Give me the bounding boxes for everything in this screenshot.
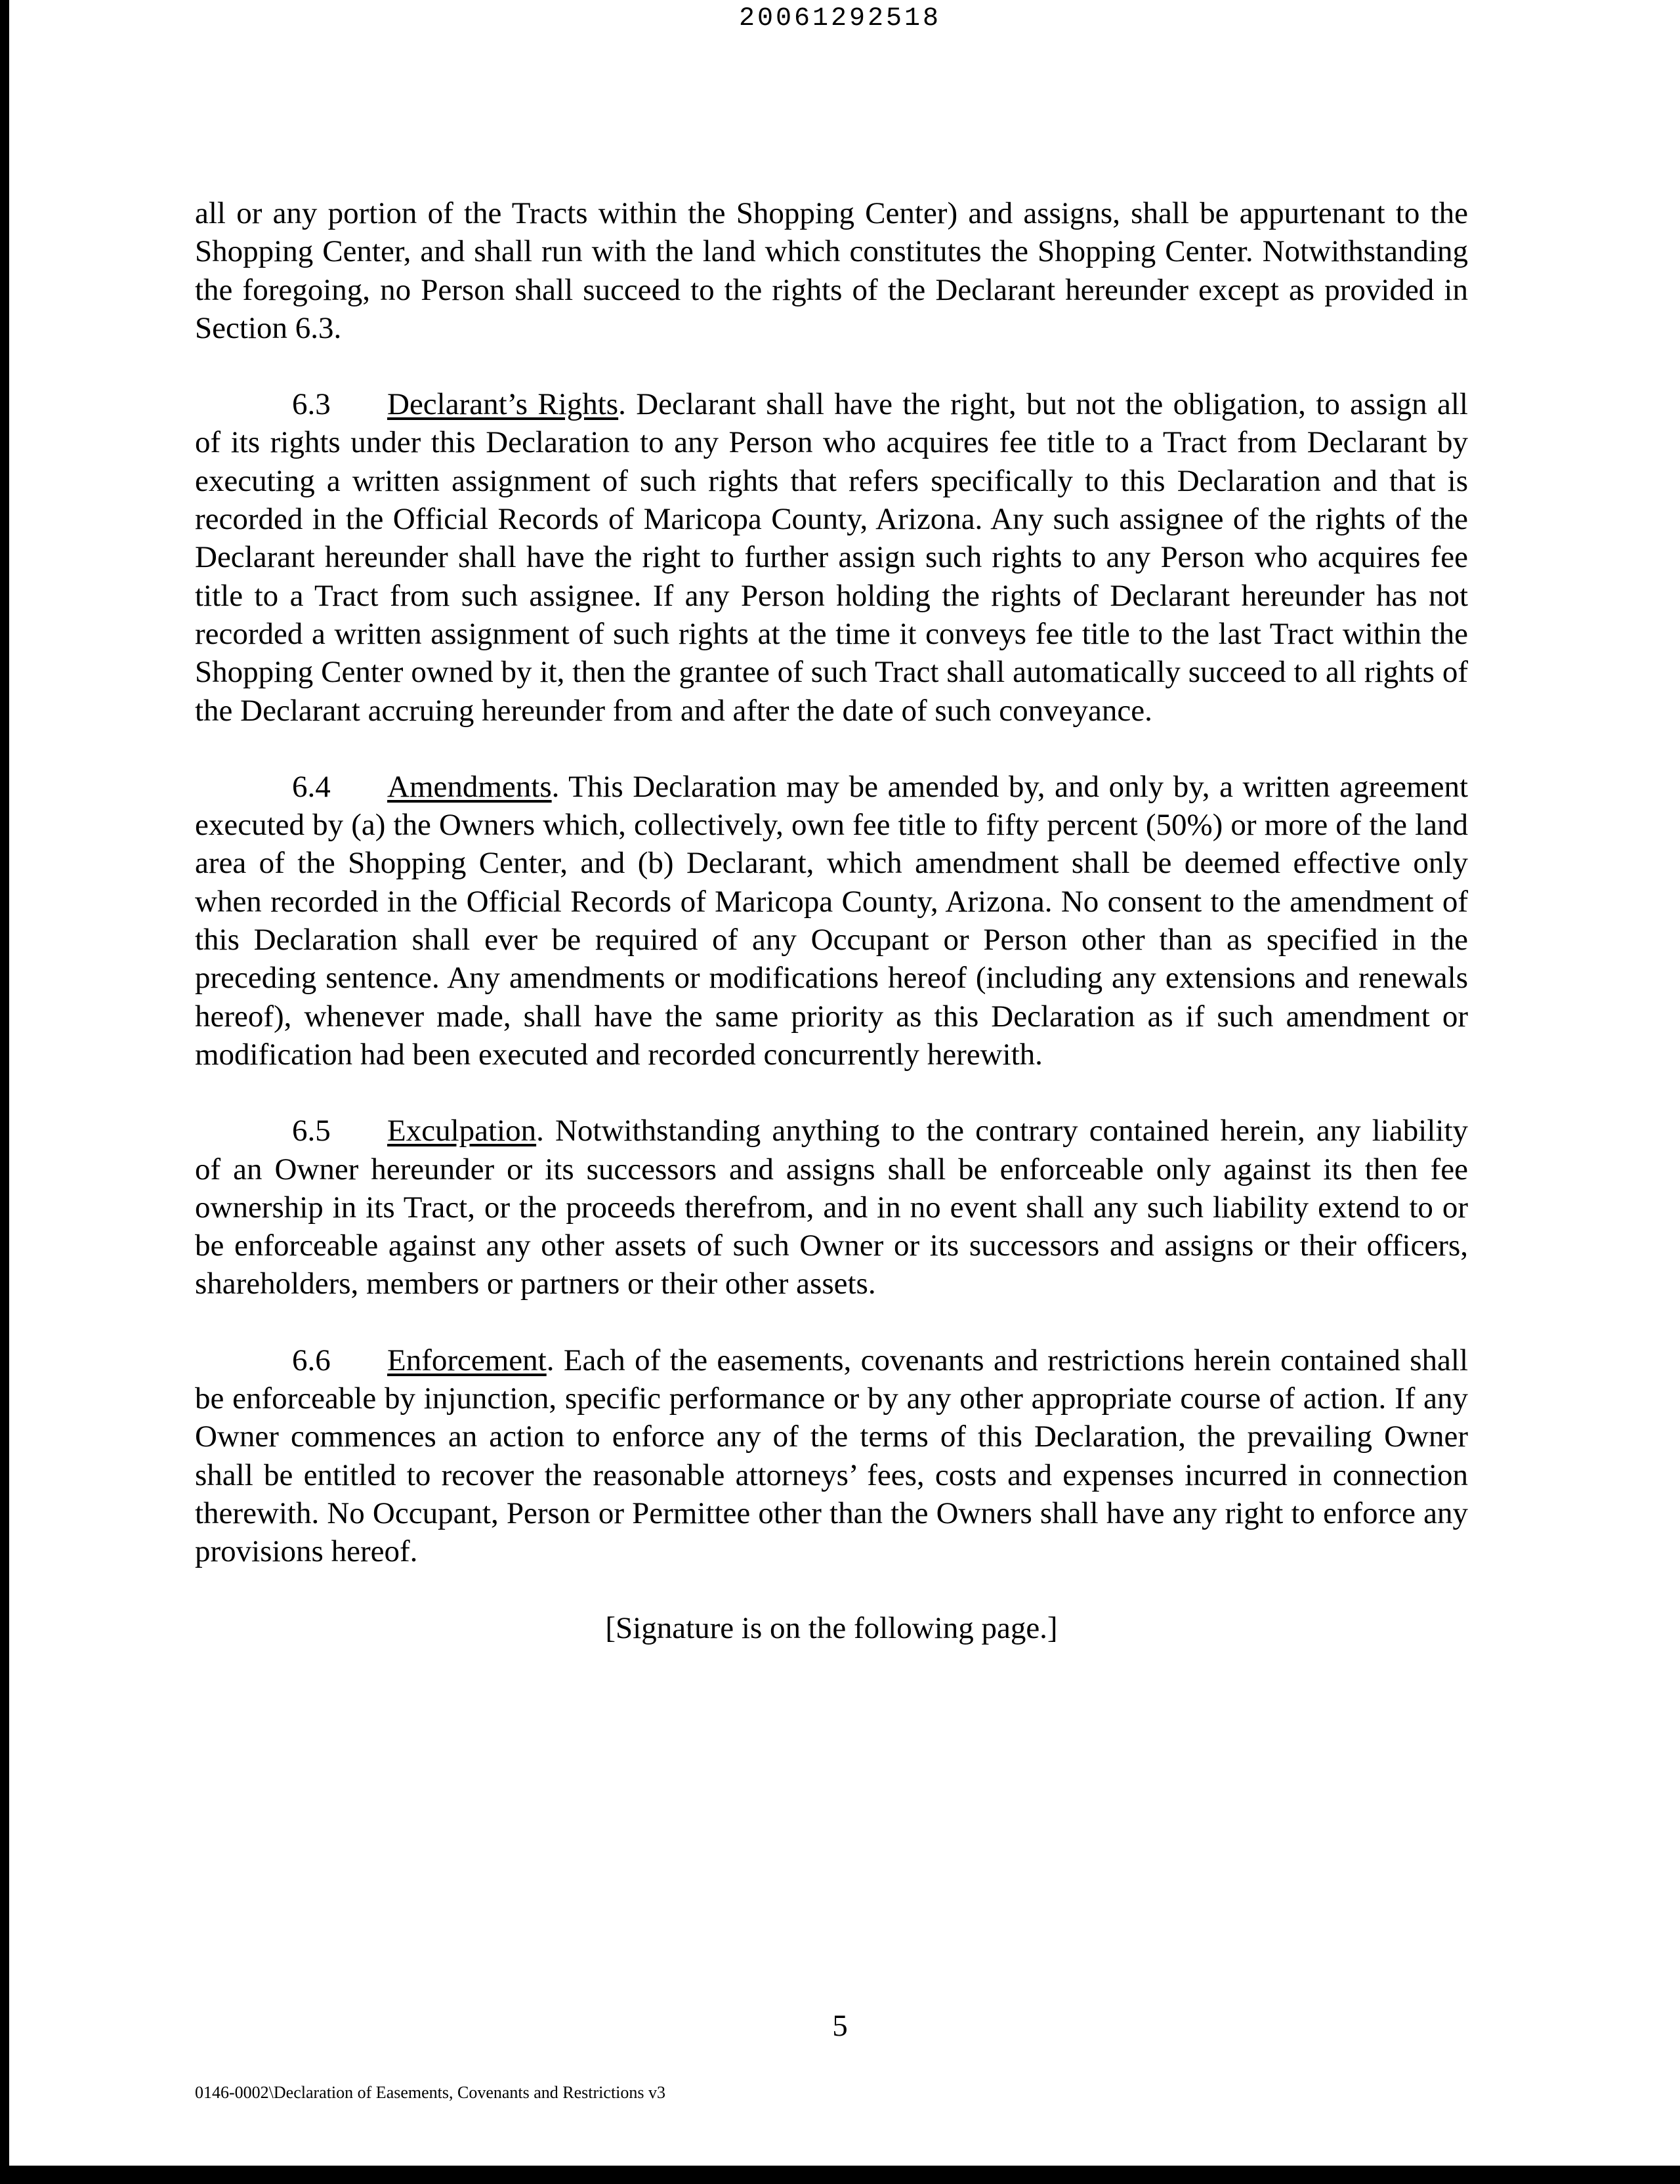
section-text: . Notwithstanding anything to the contrary contained herein, any liability of an Owner hereunder or its successors and assigns shall be enforceable only against its then fee ownership in its Tract, or the proceeds therefrom, and in no event shall any such liability extend to or be enforceable against any other assets of such Owner or its successors and assigns or their officers, shareholders, members or partners or their other assets. <box>195 1114 1468 1301</box>
section-title: Enforcement <box>387 1343 547 1377</box>
section-6-3 <box>195 385 1468 730</box>
document-body <box>195 194 1468 1685</box>
section-number: 6.5 <box>292 1114 331 1148</box>
section-6-6 <box>195 1341 1468 1571</box>
continuation-paragraph: all or any portion of the Tracts within the Shopping Center) and assigns, shall be appurtenant to the Shopping Center, and shall run with the land which constitutes the Shopping Center. Notwithstanding the foregoing, no Person shall succeed to the rights of the Declarant hereunder except as provided in Section 6.3. <box>195 196 1468 345</box>
section-text: . Each of the easements, covenants and restrictions herein contained shall be enforceable by injunction, specific performance or by any other appropriate course of action. If any Owner commences an action to enforce any of the terms of this Declaration, the prevailing Owner shall be entitled to recover the reasonable attorneys’ fees, costs and expenses incurred in connection therewith. No Occupant, Person or Permittee other than the Owners shall have any right to enforce any provisions hereof. <box>195 1343 1468 1569</box>
section-title: Exculpation <box>387 1114 537 1148</box>
section-number: 6.6 <box>292 1343 331 1377</box>
section-6-4 <box>195 768 1468 1074</box>
document-path-footer: 0146-0002\Declaration of Easements, Covenants and Restrictions v3 <box>195 2083 666 2102</box>
signature-note: [Signature is on the following page.] <box>605 1610 1058 1645</box>
section-6-5 <box>195 1112 1468 1303</box>
section-title: Amendments <box>387 769 552 804</box>
section-title: Declarant’s Rights <box>387 387 619 422</box>
section-text: . Declarant shall have the right, but not the obligation, to assign all of its rights under this Declaration to any Person who acquires fee title to a Tract from Declarant by executing a written assignment of such rights that refers specifically to this Declaration and that is recorded in the Official Records of Maricopa County, Arizona. Any such assignee of the rights of the Declarant hereunder shall have the right to further assign such rights to any Person who acquires fee title to a Tract from such assignee. If any Person holding the rights of Declarant hereunder has not recorded a written assignment of such rights at the time it conveys fee title to the last Tract within the Shopping Center owned by it, then the grantee of such Tract shall automatically succeed to all rights of the Declarant accruing hereunder from and after the date of such conveyance. <box>195 387 1468 728</box>
section-text: . This Declaration may be amended by, and only by, a written agreement executed by (a) the Owners which, collectively, own fee title to fifty percent (50%) or more of the land area of the Shopping Center, and (b) Declarant, which amendment shall be deemed effective only when recorded in the Official Records of Maricopa County, Arizona. No consent to the amendment of this Declaration shall ever be required of any Occupant or Person other than as specified in the preceding sentence. Any amendments or modifications hereof (including any extensions and renewals hereof), whenever made, shall have the same priority as this Declaration as if such amendment or modification had been executed and recorded concurrently herewith. <box>195 769 1468 1072</box>
scan-left-edge <box>0 0 9 2184</box>
section-number: 6.3 <box>292 387 331 422</box>
page-number: 5 <box>832 2009 848 2043</box>
recording-number: 20061292518 <box>738 4 942 33</box>
scan-bottom-bar <box>0 2166 1680 2184</box>
section-number: 6.4 <box>292 769 331 804</box>
